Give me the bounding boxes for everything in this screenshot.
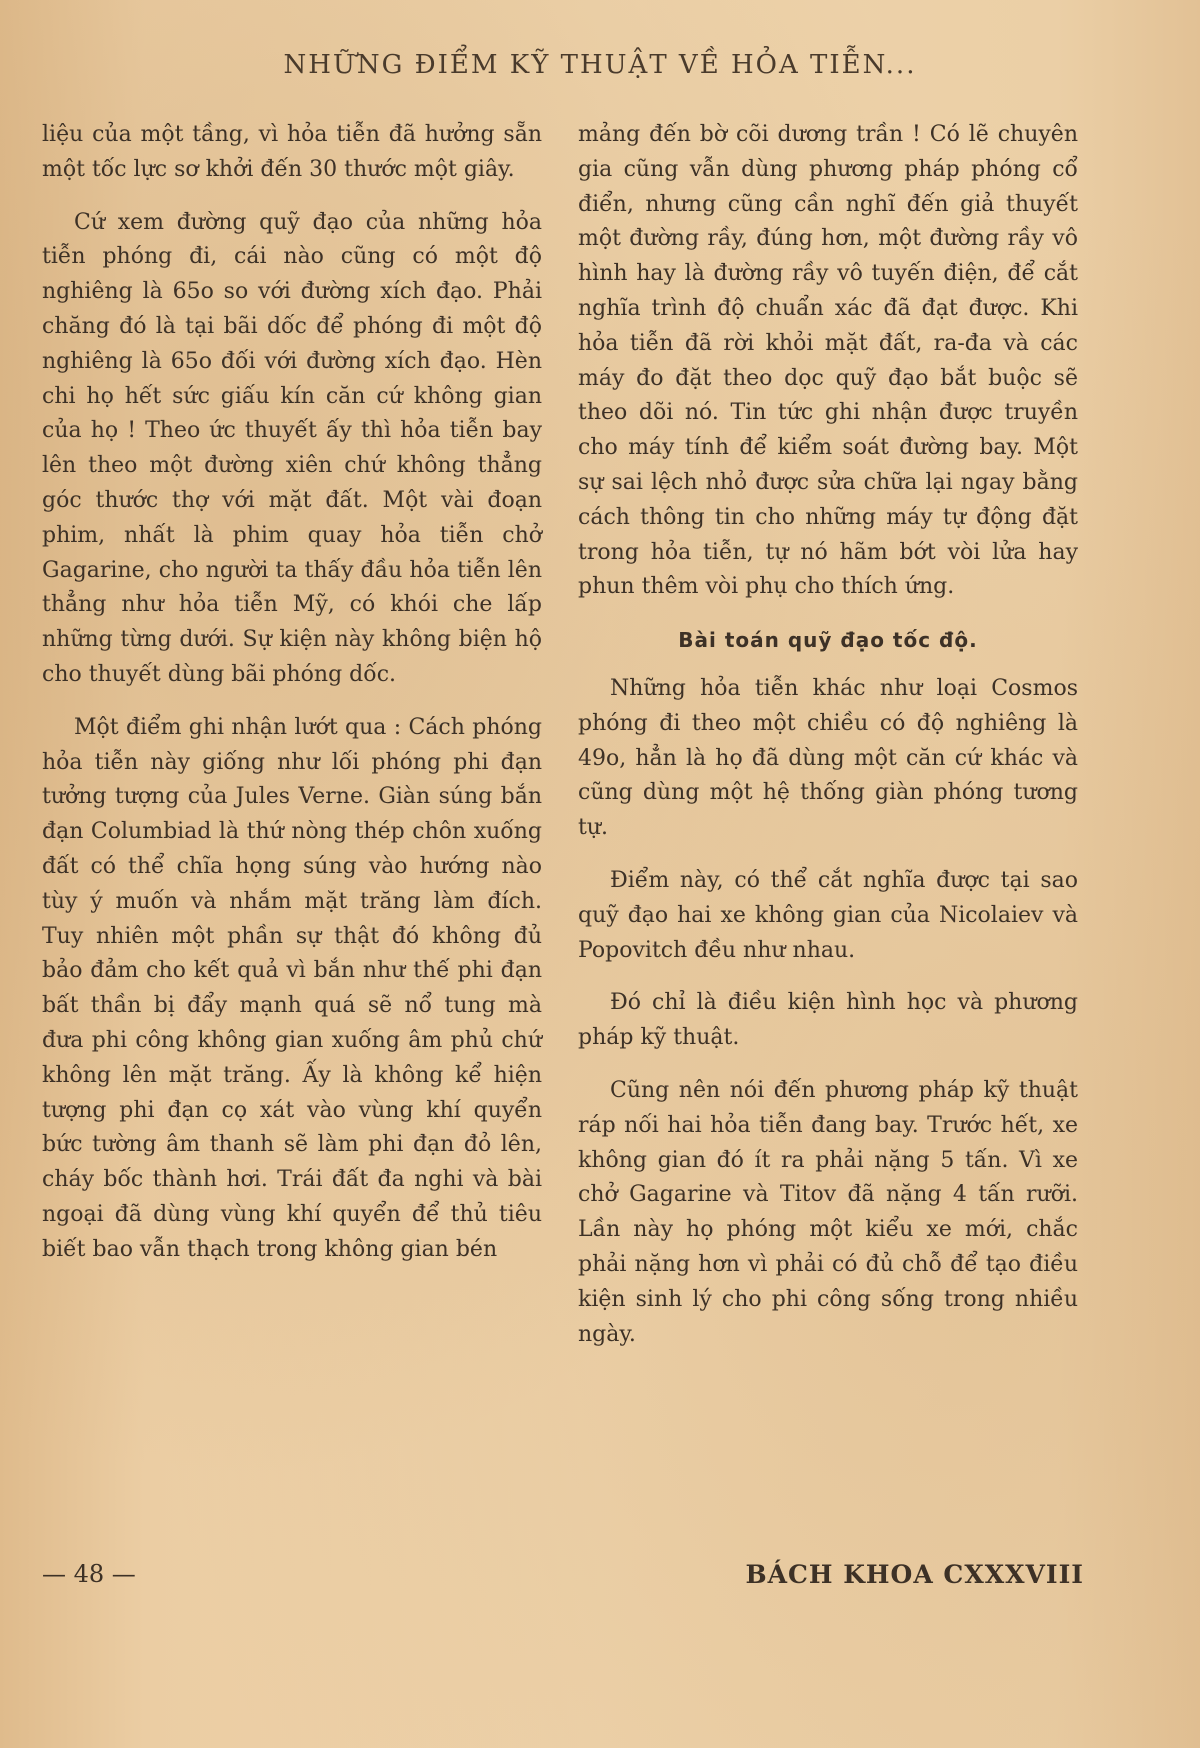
paragraph: Cũng nên nói đến phương pháp kỹ thuật ráp nối hai hỏa tiễn đang bay. Trước hết, xe không gian đó ít ra phải nặng 5 tấn. Vì xe chở Gagarine và Titov đã nặng 4 tấn rưỡi. Lần này họ phóng một kiểu xe mới, chắc phải nặng hơn vì phải có đủ chỗ để tạo điều kiện sinh lý cho phi công sống trong nhiều ngày. — [578, 1077, 1078, 1347]
paragraph: liệu của một tầng, vì hỏa tiễn đã hưởng sẵn một tốc lực sơ khởi đến 30 thước một giây. — [42, 122, 542, 182]
page-number: — 48 — — [42, 1560, 136, 1588]
running-header: NHỮNG ĐIỂM KỸ THUẬT VỀ HỎA TIỄN... — [283, 50, 917, 80]
paragraph: Một điểm ghi nhận lướt qua : Cách phóng hỏa tiễn này giống như lối phóng phi đạn tưởng tượng của Jules Verne. Giàn súng bắn đạn Columbiad là thứ nòng thép chôn xuống đất có thể chĩa họng súng vào hướng nào tùy ý muốn và nhắm mặt trăng làm đích. Tuy nhiên một phần sự thật đó không đủ bảo đảm cho kết quả vì bắn như thế phi đạn bất thần bị đẩy mạnh quá sẽ nổ tung mà đưa phi công không gian xuống âm phủ chứ không lên mặt trăng. Ấy là không kể hiện tượng phi đạn cọ xát vào vùng khí quyển bức tường âm thanh sẽ làm phi đạn đỏ lên, cháy bốc thành hơi. Trái đất đa nghi và bài ngoại đã dùng vùng khí quyển để thủ tiêu biết bao vẫn thạch trong không gian bén — [42, 714, 542, 1262]
paragraph: Đó chỉ là điều kiện hình học và phương pháp kỹ thuật. — [578, 990, 1078, 1051]
paragraph: mảng đến bờ cõi dương trần ! Có lẽ chuyên gia cũng vẫn dùng phương pháp phóng cổ điển, nhưng cũng cần nghĩ đến giả thuyết một đường rầy, đúng hơn, một đường rầy vô hình hay là đường rầy vô tuyến điện, để cắt nghĩa trình độ chuẩn xác đã đạt được. Khi hỏa tiễn đã rời khỏi mặt đất, ra-đa và các máy đo đặt theo dọc quỹ đạo bắt buộc sẽ theo dõi nó. Tin tức ghi nhận được truyền cho máy tính để kiểm soát đường bay. Một sự sai lệch nhỏ được sửa chữa lại ngay bằng cách thông tin cho những máy tự động đặt trong hỏa tiễn, tự nó hãm bớt vòi lửa hay phun thêm vòi phụ cho thích ứng. — [578, 122, 1078, 600]
paragraph: Điểm này, có thể cắt nghĩa được tại sao quỹ đạo hai xe không gian của Nicolaiev và Popovitch đều như nhau. — [578, 867, 1078, 963]
paragraph: Cứ xem đường quỹ đạo của những hỏa tiễn phóng đi, cái nào cũng có một độ nghiêng là 65o so với đường xích đạo. Phải chăng đó là tại bãi dốc để phóng đi một độ nghiêng là 65o đối với đường xích đạo. Hèn chi họ hết sức giấu kín căn cứ không gian của họ ! Theo ức thuyết ấy thì hỏa tiễn bay lên theo một đường xiên chứ không thẳng góc thước thợ với mặt đất. Một vài đoạn phim, nhất là phim quay hỏa tiễn chở Gagarine, cho người ta thấy đầu hỏa tiễn lên thẳng như hỏa tiễn Mỹ, có khói che lấp những từng dưới. Sự kiện này không biện hộ cho thuyết dùng bãi phóng dốc. — [42, 209, 542, 687]
right-column — [578, 118, 1078, 1370]
left-column — [42, 118, 542, 1286]
publication-name: BÁCH KHOA CXXXVIII — [745, 1560, 1084, 1589]
paragraph: Những hỏa tiễn khác như loại Cosmos phóng đi theo một chiều có độ nghiêng là 49o, hẳn là họ đã dùng một căn cứ khác và cũng dùng một hệ thống giàn phóng tương tự. — [578, 675, 1078, 841]
section-heading: Bài toán quỹ đạo tốc độ. — [678, 628, 978, 653]
